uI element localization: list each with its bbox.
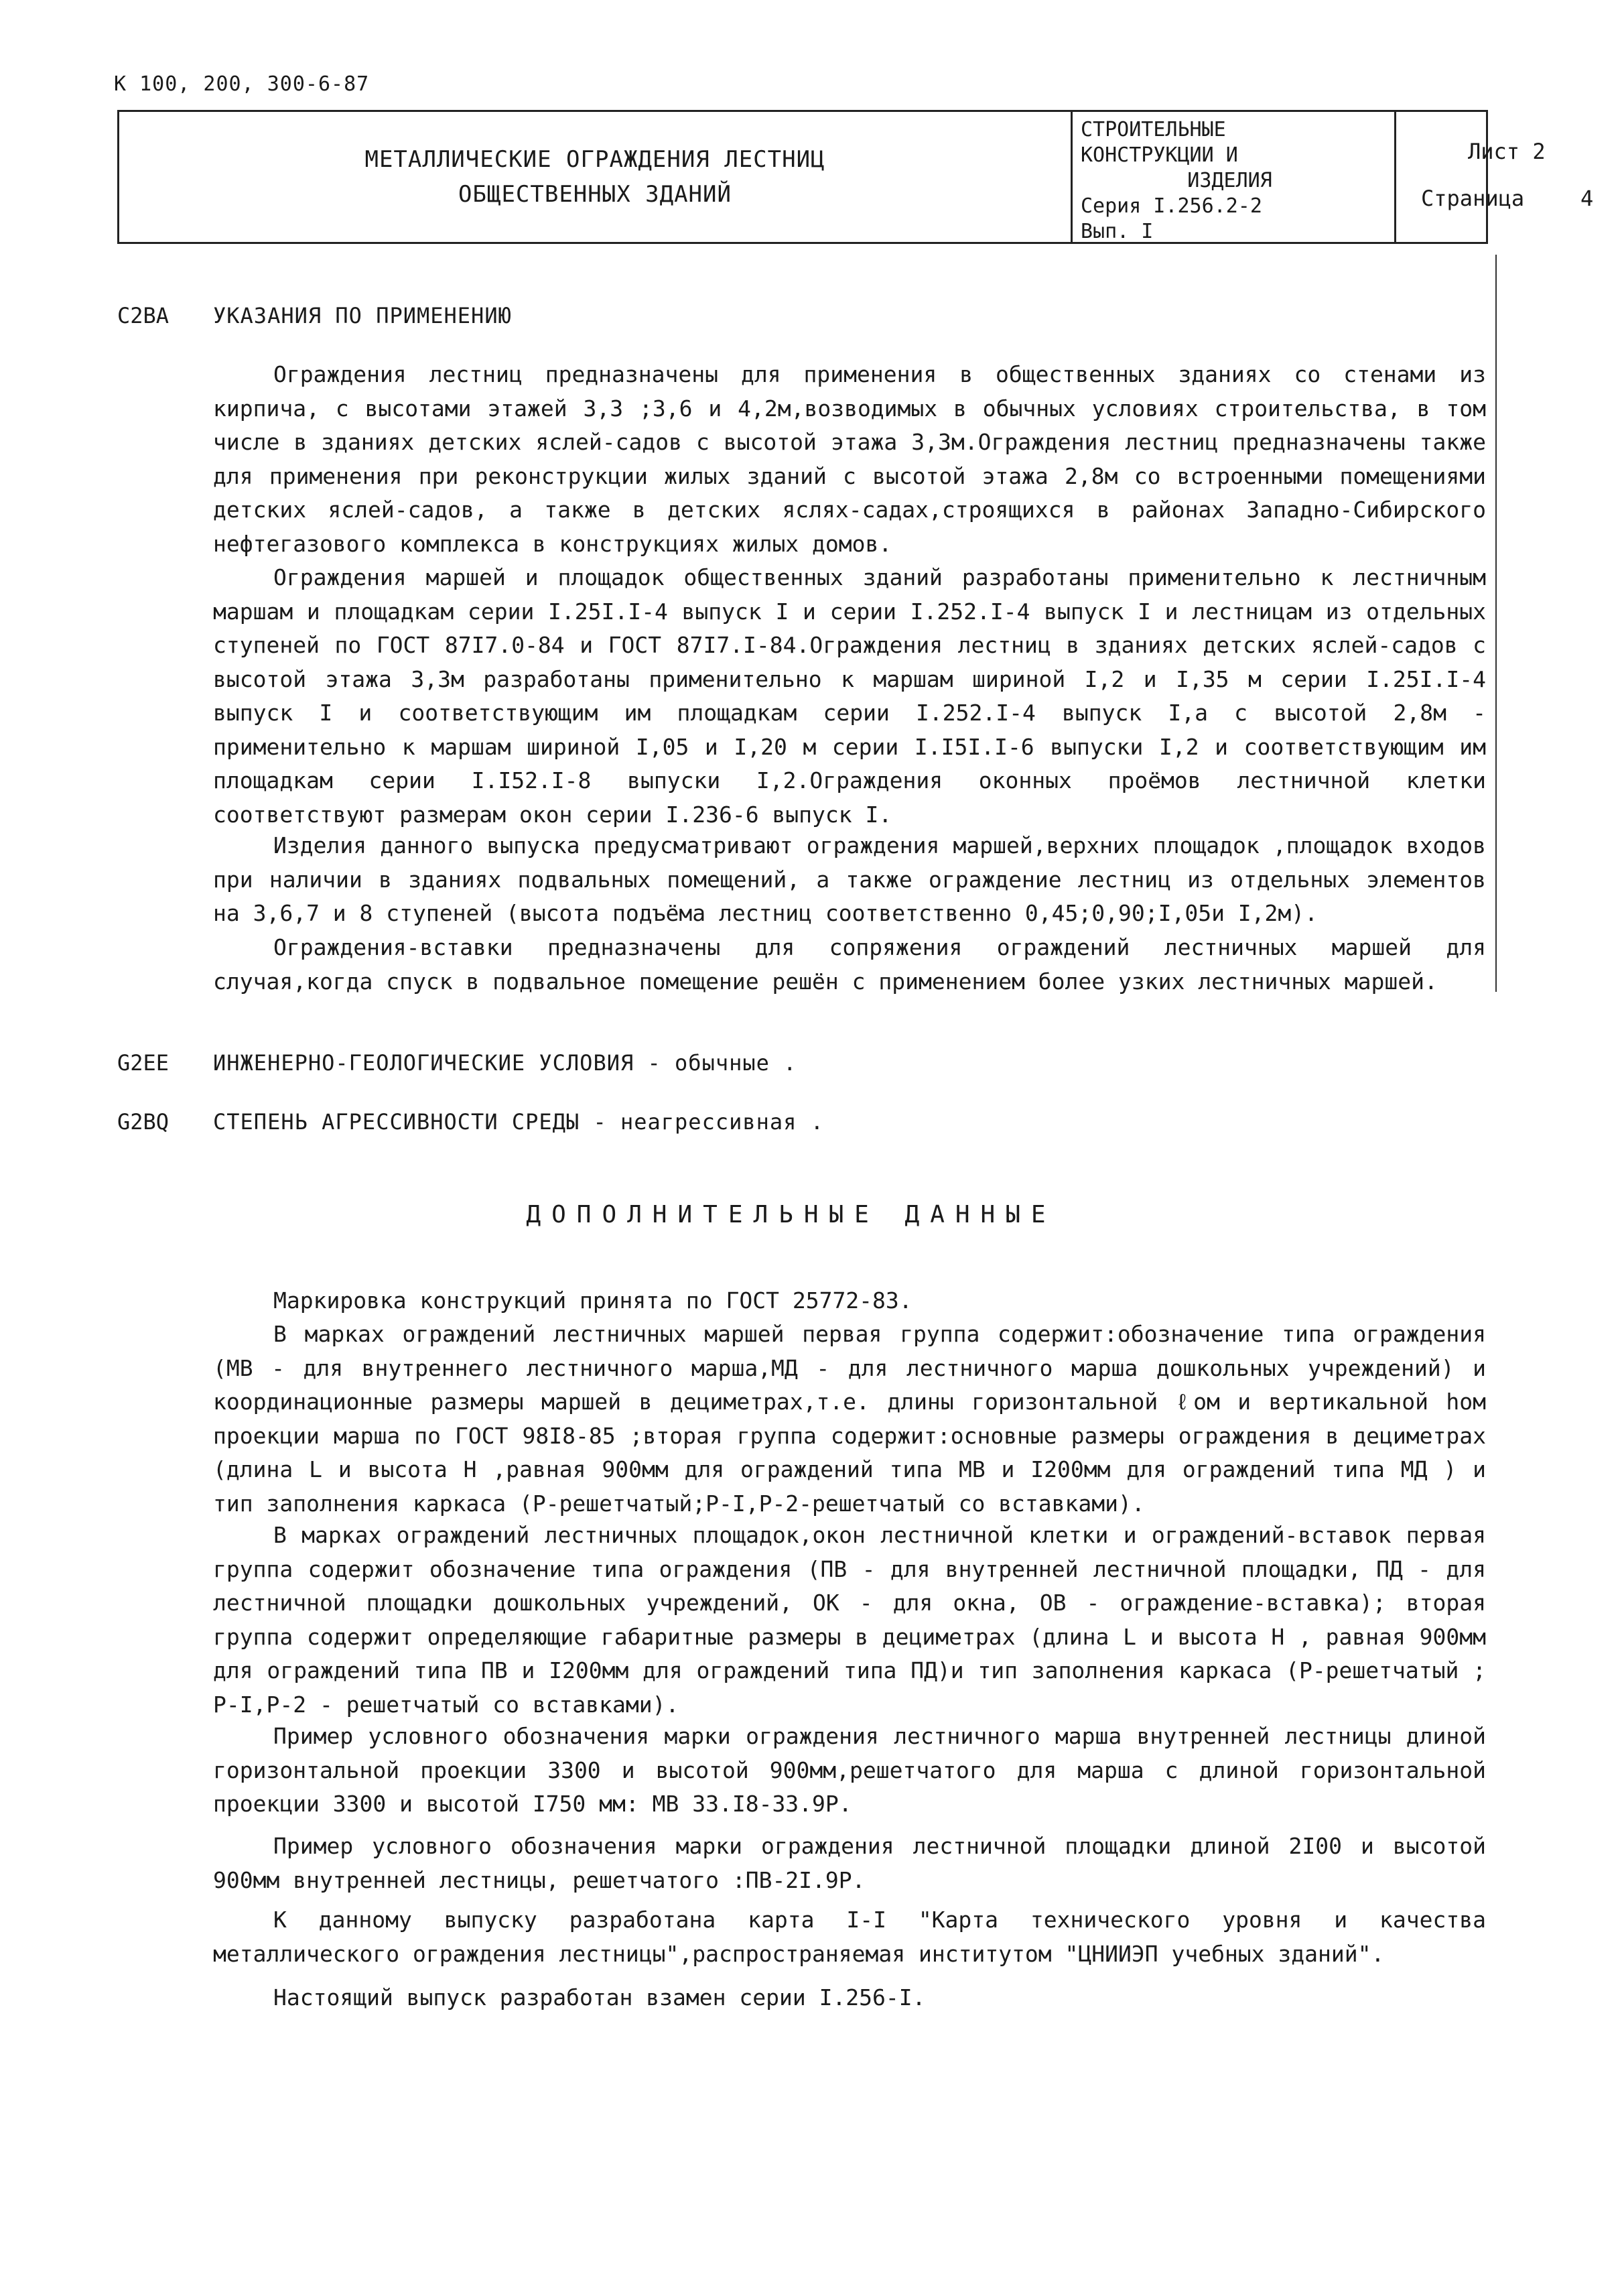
series-line-2: КОНСТРУКЦИИ И	[1081, 143, 1238, 167]
geology-conditions: ИНЖЕНЕРНО-ГЕОЛОГИЧЕСКИЕ УСЛОВИЯ - обычные .	[213, 1050, 797, 1076]
extra-paragraph-1: Маркировка конструкций принята по ГОСТ 25772-83.	[273, 1287, 913, 1314]
margin-rule	[1495, 255, 1497, 992]
title-line-2: ОБЩЕСТВЕННЫХ ЗДАНИЙ	[458, 181, 732, 208]
extra-paragraph-7: Настоящий выпуск разработан взамен серии I.256-I.	[273, 1984, 926, 2011]
extra-paragraph-3: В марках ограждений лестничных площадок,окон лестничной клетки и ограждений-вставок первая группа содержит обозначение типа ограждения (ПВ - для внутренней лестничной площадки, ПД - для лестничной площадки дошкольных учреждений, ОК - для окна, ОВ - ограждение-вставка); вторая группа содержит определяющие габаритные размеры в дециметрах (длина L и высота Н , равная 900мм для ограждений типа ПВ и I200мм для ограждений типа ПД)и тип заполнения каркаса (Р-решетчатый ; Р-I,Р-2 - решетчатый со вставками).	[213, 1522, 1486, 1718]
document-title	[119, 112, 1071, 242]
page-number: 4	[1580, 186, 1594, 211]
series-line-1: СТРОИТЕЛЬНЫЕ	[1081, 118, 1226, 141]
section-code-g2ee: G2EE	[117, 1050, 170, 1076]
extra-paragraph-4: Пример условного обозначения марки ограждения лестничного марша внутренней лестницы длиной горизонтальной проекции 3300 и высотой 900мм,решетчатого для марша с длиной горизонтальной проекции 3300 и высотой I750 мм: МВ 33.I8-33.9Р.	[213, 1723, 1486, 1817]
aggressiveness: СТЕПЕНЬ АГРЕССИВНОСТИ СРЕДЫ - неагрессивная .	[213, 1109, 824, 1135]
section-code-c2ba: С2ВА	[117, 303, 170, 328]
section-title-application: УКАЗАНИЯ ПО ПРИМЕНЕНИЮ	[213, 303, 512, 328]
paragraph-1: Ограждения лестниц предназначены для применения в общественных зданиях со стенами из кирпича, с высотами этажей 3,3 ;3,6 и 4,2м,возводимых в обычных условиях строительства, в том числе в зданиях детских яслей-садов с высотой этажа 3,3м.Ограждения лестниц предназначены также для применения при реконструкции жилых зданий с высотой этажа 2,8м со встроенными помещениями детских яслей-садов, а также в детских яслях-садах,строящихся в районах Западно-Сибирского нефтегазового комплекса в конструкциях жилых домов.	[213, 361, 1486, 557]
series-block	[1071, 112, 1392, 242]
paragraph-3: Изделия данного выпуска предусматривают ограждения маршей,верхних площадок ,площадок входов при наличии в зданиях подвальных помещений, а также ограждение лестниц из отдельных элементов на 3,6,7 и 8 ступеней (высота подъёма лестниц соответственно 0,45;0,90;I,05и I,2м).	[213, 832, 1486, 926]
title-line-1: МЕТАЛЛИЧЕСКИЕ ОГРАЖДЕНИЯ ЛЕСТНИЦ	[364, 146, 825, 173]
issue-number: Вып. I	[1081, 220, 1154, 243]
section-code-g2bq: G2BQ	[117, 1109, 170, 1135]
series-line-3: ИЗДЕЛИЯ	[1187, 169, 1272, 192]
sheet-label: Лист 2	[1468, 139, 1546, 164]
extra-paragraph-5: Пример условного обозначения марки ограждения лестничной площадки длиной 2I00 и высотой 900мм внутренней лестницы, решетчатого :ПВ-2I.9Р.	[213, 1833, 1486, 1893]
paragraph-4: Ограждения-вставки предназначены для сопряжения ограждений лестничных маршей для случая,когда спуск в подвальное помещение решён с применением более узких лестничных маршей.	[213, 934, 1486, 995]
additional-data-title: ДОПОЛНИТЕЛЬНЫЕ ДАННЫЕ	[526, 1201, 1057, 1228]
page-label: Страница	[1421, 186, 1525, 211]
series-number: Серия I.256.2-2	[1081, 194, 1262, 218]
extra-paragraph-6: К данному выпуску разработана карта I-I "Карта технического уровня и качества металлического ограждения лестницы",распространяемая институтом "ЦНИИЭП учебных зданий".	[213, 1907, 1486, 1967]
extra-paragraph-2: В марках ограждений лестничных маршей первая группа содержит:обозначение типа ограждения (МВ - для внутреннего лестничного марша,МД - для лестничного марша дошкольных учреждений) и координационные размеры маршей в дециметрах,т.е. длины горизонтальной ℓом и вертикальной hом проекции марша по ГОСТ 98I8-85 ;вторая группа содержит:основные размеры ограждения в дециметрах (длина L и высота Н ,равная 900мм для ограждений типа МВ и I200мм для ограждений типа МД ) и тип заполнения каркаса (Р-решетчатый;Р-I,Р-2-решетчатый со вставками).	[213, 1321, 1486, 1517]
document-code: К 100, 200, 300-6-87	[114, 72, 370, 96]
sheet-block	[1394, 112, 1622, 242]
title-block	[117, 110, 1594, 244]
paragraph-2: Ограждения маршей и площадок общественных зданий разработаны применительно к лестничным маршам и площадкам серии I.25I.I-4 выпуск I и серии I.252.I-4 выпуск I и лестницам из отдельных ступеней по ГОСТ 87I7.0-84 и ГОСТ 87I7.I-84.Ограждения лестниц в зданиях детских яслей-садов с высотой этажа 3,3м разработаны применительно к маршам шириной I,2 и I,35 м серии I.25I.I-4 выпуск I и соответствующим им площадкам серии I.252.I-4 выпуск I,а с высотой 2,8м - применительно к маршам шириной I,05 и I,20 м серии I.I5I.I-6 выпуски I,2 и соответствующим им площадкам серии I.I52.I-8 выпуски I,2.Ограждения оконных проёмов лестничной клетки соответствуют размерам окон серии I.236-6 выпуск I.	[213, 564, 1486, 828]
